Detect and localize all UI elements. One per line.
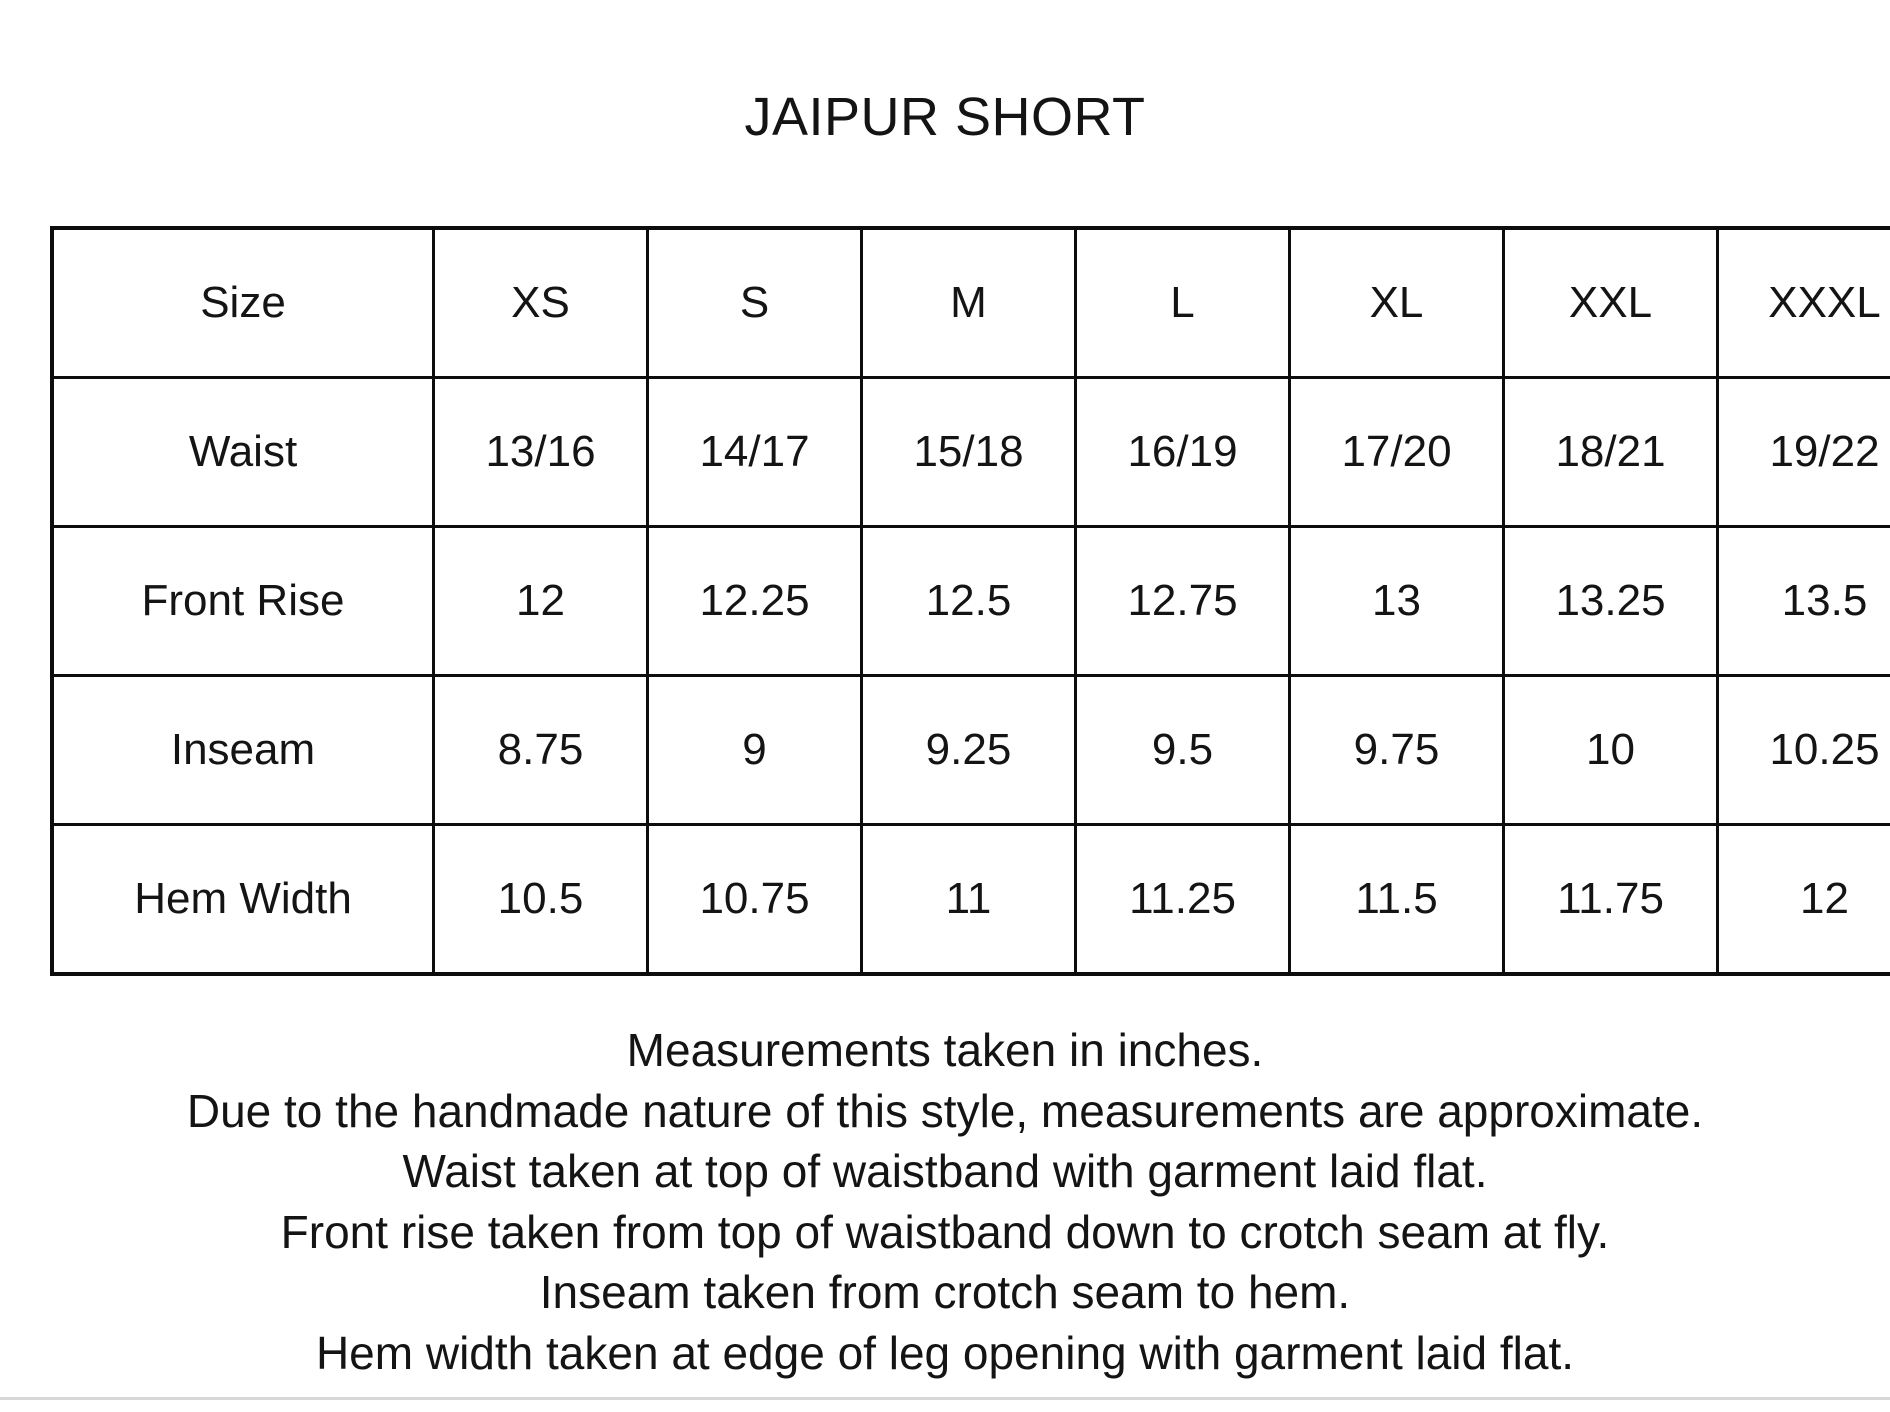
- note-line: Front rise taken from top of waistband down to crotch seam at fly.: [280, 1205, 1610, 1258]
- column-header-xxl: XXL: [1504, 228, 1718, 378]
- note-line: Measurements taken in inches.: [626, 1024, 1264, 1076]
- note-line: Waist taken at top of waistband with garment laid flat.: [402, 1145, 1488, 1198]
- cell-waist-m: 15/18: [862, 378, 1076, 527]
- cell-front-rise-m: 12.5: [862, 527, 1076, 676]
- column-header-xs: XS: [434, 228, 648, 378]
- table-header-row: [52, 228, 1890, 378]
- cell-hem-width-xxl: 11.75: [1504, 825, 1718, 975]
- size-chart-table-wrapper: [50, 148, 1881, 976]
- cell-inseam-xl: 9.75: [1290, 676, 1504, 825]
- cell-inseam-xxl: 10: [1504, 676, 1718, 825]
- row-header-inseam: Inseam: [52, 676, 434, 825]
- cell-inseam-s: 9: [648, 676, 862, 825]
- cell-hem-width-xl: 11.5: [1290, 825, 1504, 975]
- cell-inseam-xxxl: 10.25: [1718, 676, 1890, 825]
- cell-waist-s: 14/17: [648, 378, 862, 527]
- cell-front-rise-xxl: 13.25: [1504, 527, 1718, 676]
- note-line: Inseam taken from crotch seam to hem.: [539, 1266, 1351, 1319]
- cell-hem-width-xs: 10.5: [434, 825, 648, 975]
- row-header-waist: Waist: [52, 378, 434, 527]
- column-header-m: M: [862, 228, 1076, 378]
- row-header-front-rise: Front Rise: [52, 527, 434, 676]
- cell-front-rise-s: 12.25: [648, 527, 862, 676]
- page-bottom-divider: [0, 1397, 1890, 1412]
- cell-hem-width-l: 11.25: [1076, 825, 1290, 975]
- measurement-notes: [0, 976, 1890, 1383]
- cell-waist-xl: 17/20: [1290, 378, 1504, 527]
- column-header-s: S: [648, 228, 862, 378]
- column-header-size: Size: [52, 228, 434, 378]
- cell-inseam-xs: 8.75: [434, 676, 648, 825]
- cell-waist-xs: 13/16: [434, 378, 648, 527]
- cell-hem-width-m: 11: [862, 825, 1076, 975]
- column-header-xl: XL: [1290, 228, 1504, 378]
- cell-waist-xxl: 18/21: [1504, 378, 1718, 527]
- row-header-hem-width: Hem Width: [52, 825, 434, 975]
- cell-front-rise-l: 12.75: [1076, 527, 1290, 676]
- cell-hem-width-s: 10.75: [648, 825, 862, 975]
- cell-waist-l: 16/19: [1076, 378, 1290, 527]
- table-row: [52, 676, 1890, 825]
- cell-inseam-m: 9.25: [862, 676, 1076, 825]
- note-line: Due to the handmade nature of this style, measurements are approximate.: [186, 1084, 1704, 1137]
- cell-inseam-l: 9.5: [1076, 676, 1290, 825]
- page-title: JAIPUR SHORT: [744, 87, 1146, 147]
- note-line: Hem width taken at edge of leg opening with garment laid flat.: [315, 1326, 1575, 1379]
- cell-waist-xxxl: 19/22: [1718, 378, 1890, 527]
- cell-front-rise-xs: 12: [434, 527, 648, 676]
- table-row: [52, 378, 1890, 527]
- column-header-xxxl: XXXL: [1718, 228, 1890, 378]
- cell-hem-width-xxxl: 12: [1718, 825, 1890, 975]
- column-header-l: L: [1076, 228, 1290, 378]
- table-row: [52, 825, 1890, 975]
- size-chart-table: [50, 226, 1890, 976]
- table-row: [52, 527, 1890, 676]
- cell-front-rise-xl: 13: [1290, 527, 1504, 676]
- cell-front-rise-xxxl: 13.5: [1718, 527, 1890, 676]
